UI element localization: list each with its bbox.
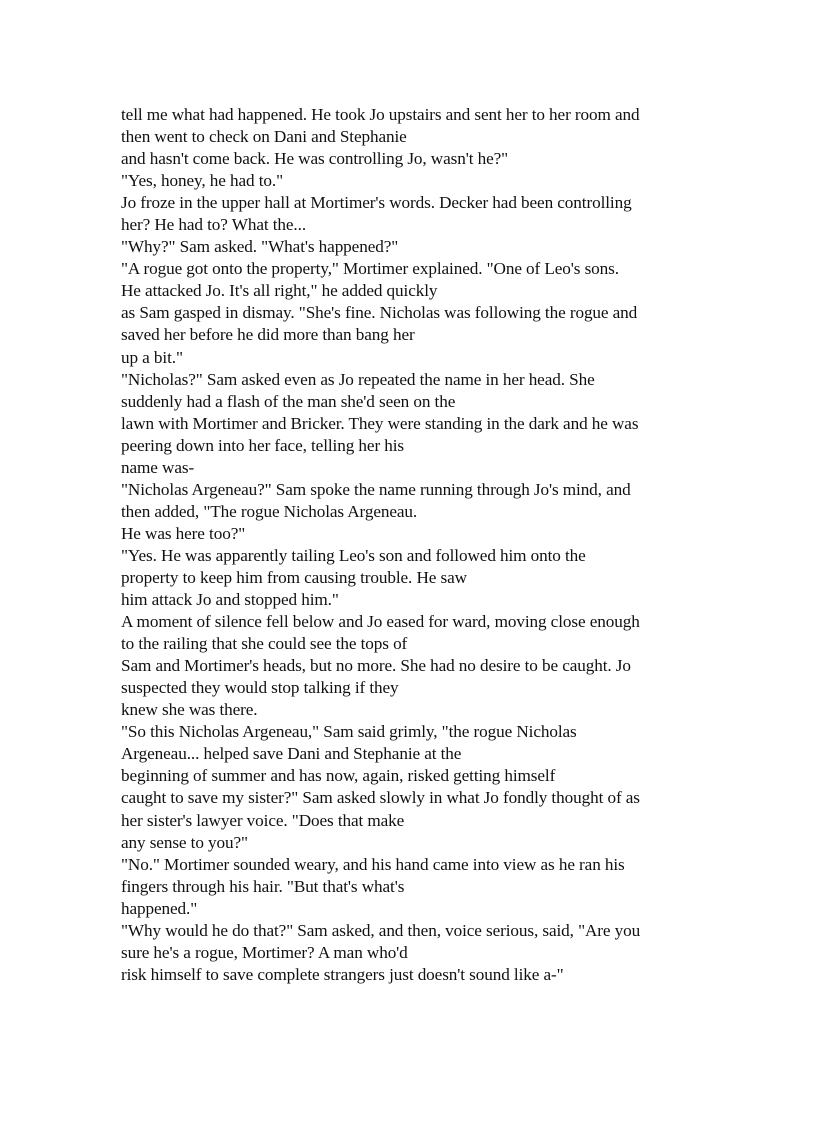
text-line: as Sam gasped in dismay. "She's fine. Nicholas was following the rogue and bbox=[121, 303, 638, 323]
text-line: sure he's a rogue, Mortimer? A man who'd bbox=[121, 942, 408, 962]
text-line: then went to check on Dani and Stephanie bbox=[121, 127, 407, 147]
text-line: "No." Mortimer sounded weary, and his hand came into view as he ran his bbox=[121, 854, 625, 874]
text-line: property to keep him from causing trouble. He saw bbox=[121, 567, 467, 587]
text-line: her? He had to? What the... bbox=[121, 215, 307, 235]
text-line: He attacked Jo. It's all right," he added quickly bbox=[121, 281, 438, 301]
text-line: any sense to you?" bbox=[121, 832, 248, 852]
text-line: name was- bbox=[121, 457, 195, 477]
text-line: risk himself to save complete strangers just doesn't sound like a-" bbox=[121, 964, 564, 984]
text-line: then added, "The rogue Nicholas Argeneau. bbox=[121, 501, 418, 521]
body-text bbox=[121, 104, 761, 986]
text-line: happened." bbox=[121, 898, 198, 918]
text-line: "Nicholas Argeneau?" Sam spoke the name running through Jo's mind, and bbox=[121, 479, 631, 499]
text-line: lawn with Mortimer and Bricker. They were standing in the dark and he was bbox=[121, 413, 639, 433]
text-line: fingers through his hair. "But that's what's bbox=[121, 876, 405, 896]
text-line: "A rogue got onto the property," Mortimer explained. "One of Leo's sons. bbox=[121, 259, 619, 279]
text-line: "Why would he do that?" Sam asked, and then, voice serious, said, "Are you bbox=[121, 920, 641, 940]
text-line: Argeneau... helped save Dani and Stephanie at the bbox=[121, 744, 462, 764]
text-line: Jo froze in the upper hall at Mortimer's words. Decker had been controlling bbox=[121, 193, 632, 213]
text-line: her sister's lawyer voice. "Does that make bbox=[121, 810, 405, 830]
text-line: suspected they would stop talking if they bbox=[121, 678, 399, 698]
text-line: "So this Nicholas Argeneau," Sam said grimly, "the rogue Nicholas bbox=[121, 722, 577, 742]
text-line: Sam and Mortimer's heads, but no more. She had no desire to be caught. Jo bbox=[121, 656, 631, 676]
text-line: "Yes. He was apparently tailing Leo's son and followed him onto the bbox=[121, 545, 586, 565]
text-line: beginning of summer and has now, again, risked getting himself bbox=[121, 766, 556, 786]
text-line: "Nicholas?" Sam asked even as Jo repeated the name in her head. She bbox=[121, 369, 595, 389]
text-line: up a bit." bbox=[121, 347, 183, 367]
text-line: him attack Jo and stopped him." bbox=[121, 590, 339, 610]
text-line: peering down into her face, telling her his bbox=[121, 435, 405, 455]
text-line: to the railing that she could see the tops of bbox=[121, 634, 408, 654]
text-line: "Why?" Sam asked. "What's happened?" bbox=[121, 237, 399, 257]
text-line: tell me what had happened. He took Jo upstairs and sent her to her room and bbox=[121, 105, 640, 124]
text-line: suddenly had a flash of the man she'd seen on the bbox=[121, 391, 456, 411]
text-line: "Yes, honey, he had to." bbox=[121, 171, 284, 191]
text-line: He was here too?" bbox=[121, 523, 246, 543]
text-line: caught to save my sister?" Sam asked slowly in what Jo fondly thought of as bbox=[121, 788, 640, 808]
text-line: knew she was there. bbox=[121, 700, 258, 720]
text-line: A moment of silence fell below and Jo eased for ward, moving close enough bbox=[121, 612, 640, 632]
text-line: and hasn't come back. He was controlling Jo, wasn't he?" bbox=[121, 149, 509, 169]
text-line: saved her before he did more than bang her bbox=[121, 325, 415, 345]
